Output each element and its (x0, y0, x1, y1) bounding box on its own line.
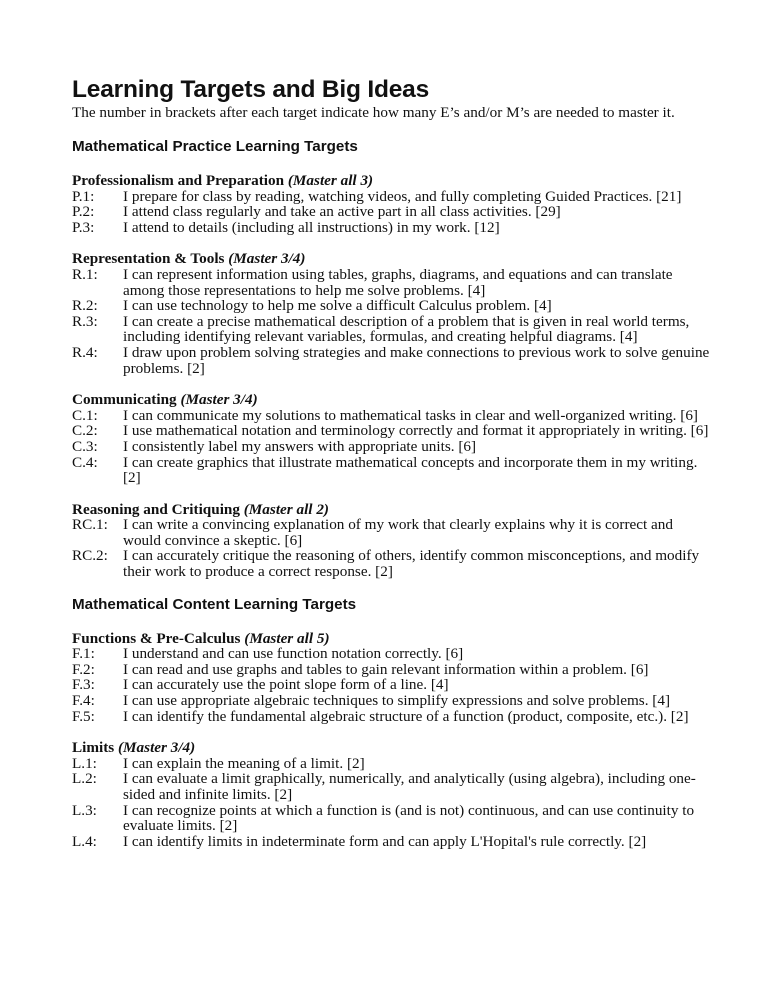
target-text: I attend class regularly and take an active part in all class activities. [29] (123, 203, 561, 221)
target-code: C.2: (72, 422, 98, 440)
target-code: L.4: (72, 832, 97, 850)
target-code: C.3: (72, 437, 98, 455)
target-code: P.2: (72, 203, 95, 221)
target-text: I can identify the fundamental algebraic structure of a function (product, composite, etc.). [2] (123, 707, 689, 725)
target-text: I can represent information using tables, graphs, diagrams, and equations and can translate among those representations to help me solve problems. [4] (123, 265, 673, 299)
target-item (72, 646, 712, 662)
target-group-limits (72, 740, 712, 849)
target-text: I use mathematical notation and terminology correctly and format it appropriately in writing. [6] (123, 422, 709, 440)
target-item (72, 345, 712, 376)
target-text: I can read and use graphs and tables to gain relevant information within a problem. [6] (123, 660, 649, 678)
target-text: I understand and can use function notation correctly. [6] (123, 645, 464, 663)
target-group-functions (72, 631, 712, 725)
mastery-requirement: (Master all 2) (243, 500, 329, 518)
target-text: I consistently label my answers with appropriate units. [6] (123, 437, 477, 455)
target-item (72, 298, 712, 314)
target-code: L.1: (72, 754, 97, 772)
target-text: I can create a precise mathematical description of a problem that is given in real world terms, including identifying relevant variables, formulas, and creating helpful diagrams. [4] (123, 312, 690, 346)
target-code: R.4: (72, 343, 98, 361)
target-item (72, 267, 712, 298)
target-text: I can accurately critique the reasoning of others, identify common misconceptions, and modify their work to produce a correct response. [2] (123, 547, 700, 581)
target-text: I prepare for class by reading, watching videos, and fully completing Guided Practices. [21] (123, 187, 682, 205)
group-title (72, 502, 712, 518)
target-group-communicating (72, 392, 712, 486)
target-item (72, 204, 712, 220)
target-item (72, 662, 712, 678)
target-item (72, 517, 712, 548)
target-code: RC.1: (72, 516, 108, 534)
target-code: R.2: (72, 297, 98, 315)
target-code: P.3: (72, 218, 95, 236)
target-text: I can use technology to help me solve a difficult Calculus problem. [4] (123, 297, 552, 315)
group-name: Limits (72, 739, 115, 757)
target-text: I attend to details (including all instructions) in my work. [12] (123, 218, 500, 236)
target-code: L.3: (72, 801, 97, 819)
target-text: I draw upon problem solving strategies and make connections to previous work to solve genuine problems. [2] (123, 343, 710, 377)
target-text: I can explain the meaning of a limit. [2] (123, 754, 365, 772)
target-item (72, 677, 712, 693)
group-name: Communicating (72, 391, 177, 409)
target-item (72, 803, 712, 834)
group-title (72, 392, 712, 408)
target-text: I can recognize points at which a function is (and is not) continuous, and can use continuity to evaluate limits. [2] (123, 801, 695, 835)
group-title (72, 631, 712, 647)
target-text: I can evaluate a limit graphically, numerically, and analytically (using algebra), including one-sided and infinite limits. [2] (123, 770, 696, 803)
mastery-requirement: (Master all 5) (244, 629, 330, 647)
target-item (72, 423, 712, 439)
target-group-professionalism (72, 173, 712, 235)
target-item (72, 189, 712, 205)
target-item (72, 756, 712, 772)
target-item (72, 439, 712, 455)
section-heading-practice: Mathematical Practice Learning Targets (72, 138, 358, 155)
page-title: Learning Targets and Big Ideas (72, 76, 430, 103)
target-text: I can write a convincing explanation of my work that clearly explains why it is correct and would convince a skeptic. [6] (123, 516, 673, 549)
group-title (72, 251, 712, 267)
mastery-requirement: (Master 3/4) (180, 391, 258, 409)
target-code: C.1: (72, 406, 98, 424)
target-text: I can create graphics that illustrate mathematical concepts and incorporate them in my writing. [2] (123, 453, 698, 487)
target-code: F.2: (72, 660, 95, 678)
target-item (72, 834, 712, 850)
target-item (72, 314, 712, 345)
mastery-requirement: (Master 3/4) (228, 250, 306, 268)
group-title (72, 173, 712, 189)
target-code: RC.2: (72, 547, 108, 565)
group-name: Functions & Pre-Calculus (72, 629, 241, 647)
document-page (72, 76, 712, 865)
target-item (72, 771, 712, 802)
target-item (72, 693, 712, 709)
group-name: Reasoning and Critiquing (72, 500, 240, 518)
target-code: C.4: (72, 453, 98, 471)
target-item (72, 709, 712, 725)
section-heading-content: Mathematical Content Learning Targets (72, 595, 357, 613)
target-group-representation (72, 251, 712, 376)
target-code: R.3: (72, 312, 98, 330)
target-code: P.1: (72, 187, 95, 205)
target-code: R.1: (72, 265, 98, 283)
intro-text: The number in brackets after each target indicate how many E’s and/or M’s are needed to master it. (72, 104, 675, 121)
group-name: Representation & Tools (72, 250, 225, 268)
target-code: L.2: (72, 770, 97, 788)
target-group-reasoning (72, 502, 712, 580)
target-code: F.5: (72, 707, 95, 725)
target-item (72, 548, 712, 579)
target-item (72, 408, 712, 424)
target-code: F.3: (72, 676, 95, 694)
target-text: I can communicate my solutions to mathematical tasks in clear and well-organized writing. [6] (123, 406, 698, 424)
target-item (72, 220, 712, 236)
target-text: I can accurately use the point slope form of a line. [4] (123, 676, 449, 694)
mastery-requirement: (Master all 3) (287, 172, 374, 189)
target-text: I can identify limits in indeterminate form and can apply L'Hopital's rule correctly. [2] (123, 832, 647, 850)
target-text: I can use appropriate algebraic techniques to simplify expressions and solve problems. [4] (123, 692, 671, 710)
target-code: F.1: (72, 645, 95, 663)
mastery-requirement: (Master 3/4) (118, 739, 196, 757)
target-item (72, 455, 712, 486)
group-name: Professionalism and Preparation (72, 172, 285, 189)
target-code: F.4: (72, 692, 95, 710)
group-title (72, 740, 712, 756)
